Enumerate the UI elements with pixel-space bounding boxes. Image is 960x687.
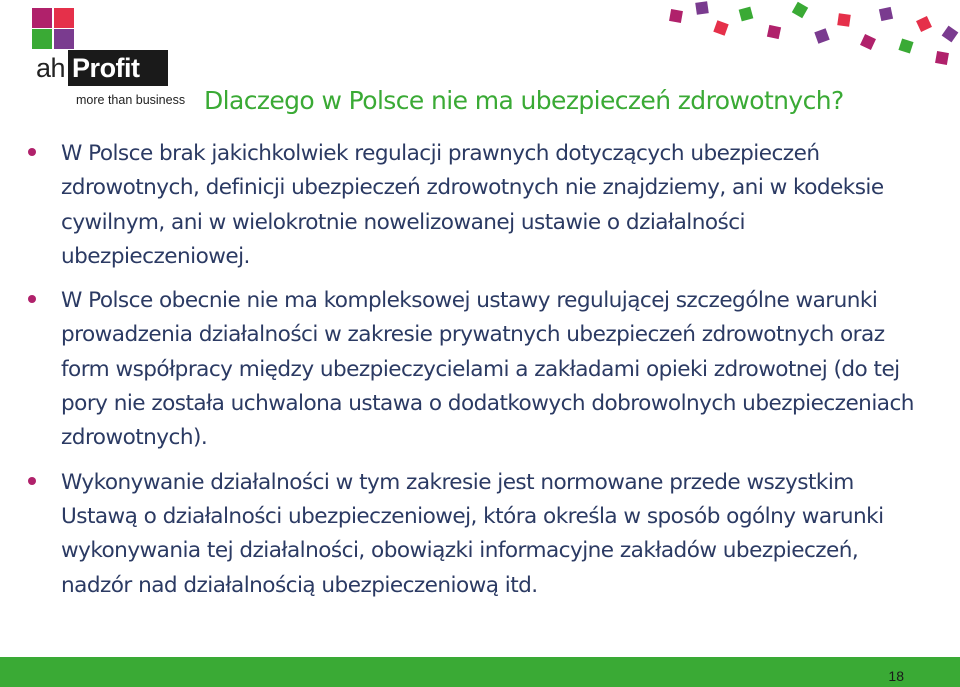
decorative-squares	[640, 0, 960, 80]
logo-tagline: more than business	[76, 93, 186, 107]
slide-title: Dlaczego w Polsce nie ma ubezpieczeń zdrowotnych?	[204, 86, 844, 115]
bullet-dot-icon	[28, 148, 36, 156]
bullet-text: W Polsce brak jakichkolwiek regulacji prawnych dotyczących ubezpieczeń zdrowotnych, definicji ubezpieczeń zdrowotnych nie znajdziemy, ani w kodeksie cywilnym, ani w wielokrotnie nowelizowanej ustawie o działalności ubezpieczeniowej.	[61, 141, 884, 269]
bullet-text: Wykonywanie działalności w tym zakresie jest normowane przede wszystkim Ustawą o działalności ubezpieczeniowej, która określa w sposób ogólny warunki wykonywania tej działalności, obowiązki informacyjne zakładów ubezpieczeń, nadzór nad działalnością ubezpieczeniową itd.	[61, 469, 884, 598]
footer-bar	[0, 657, 960, 687]
logo-wordmark	[36, 50, 168, 86]
bullet-dot-icon	[28, 295, 36, 303]
logo-prefix: ah	[36, 53, 66, 83]
bullet-text: W Polsce obecnie nie ma kompleksowej ustawy regulującej szczególne warunki prowadzenia działalności w zakresie prywatnych ubezpieczeń zdrowotnych oraz form współpracy między ubezpieczycielami a zakładami opieki zdrowotnej (do tej pory nie została uchwalona ustawa o dodatkowych dobrowolnych ubezpieczeniach zdrowotnych).	[61, 288, 914, 451]
logo-brand: Profit	[68, 50, 168, 86]
bullet-list	[28, 137, 928, 613]
bullet-item	[28, 137, 928, 274]
bullet-item	[28, 284, 928, 455]
bullet-item	[28, 466, 928, 603]
page-number: 18	[888, 668, 904, 684]
bullet-dot-icon	[28, 477, 36, 485]
ahprofit-logo	[30, 8, 190, 108]
